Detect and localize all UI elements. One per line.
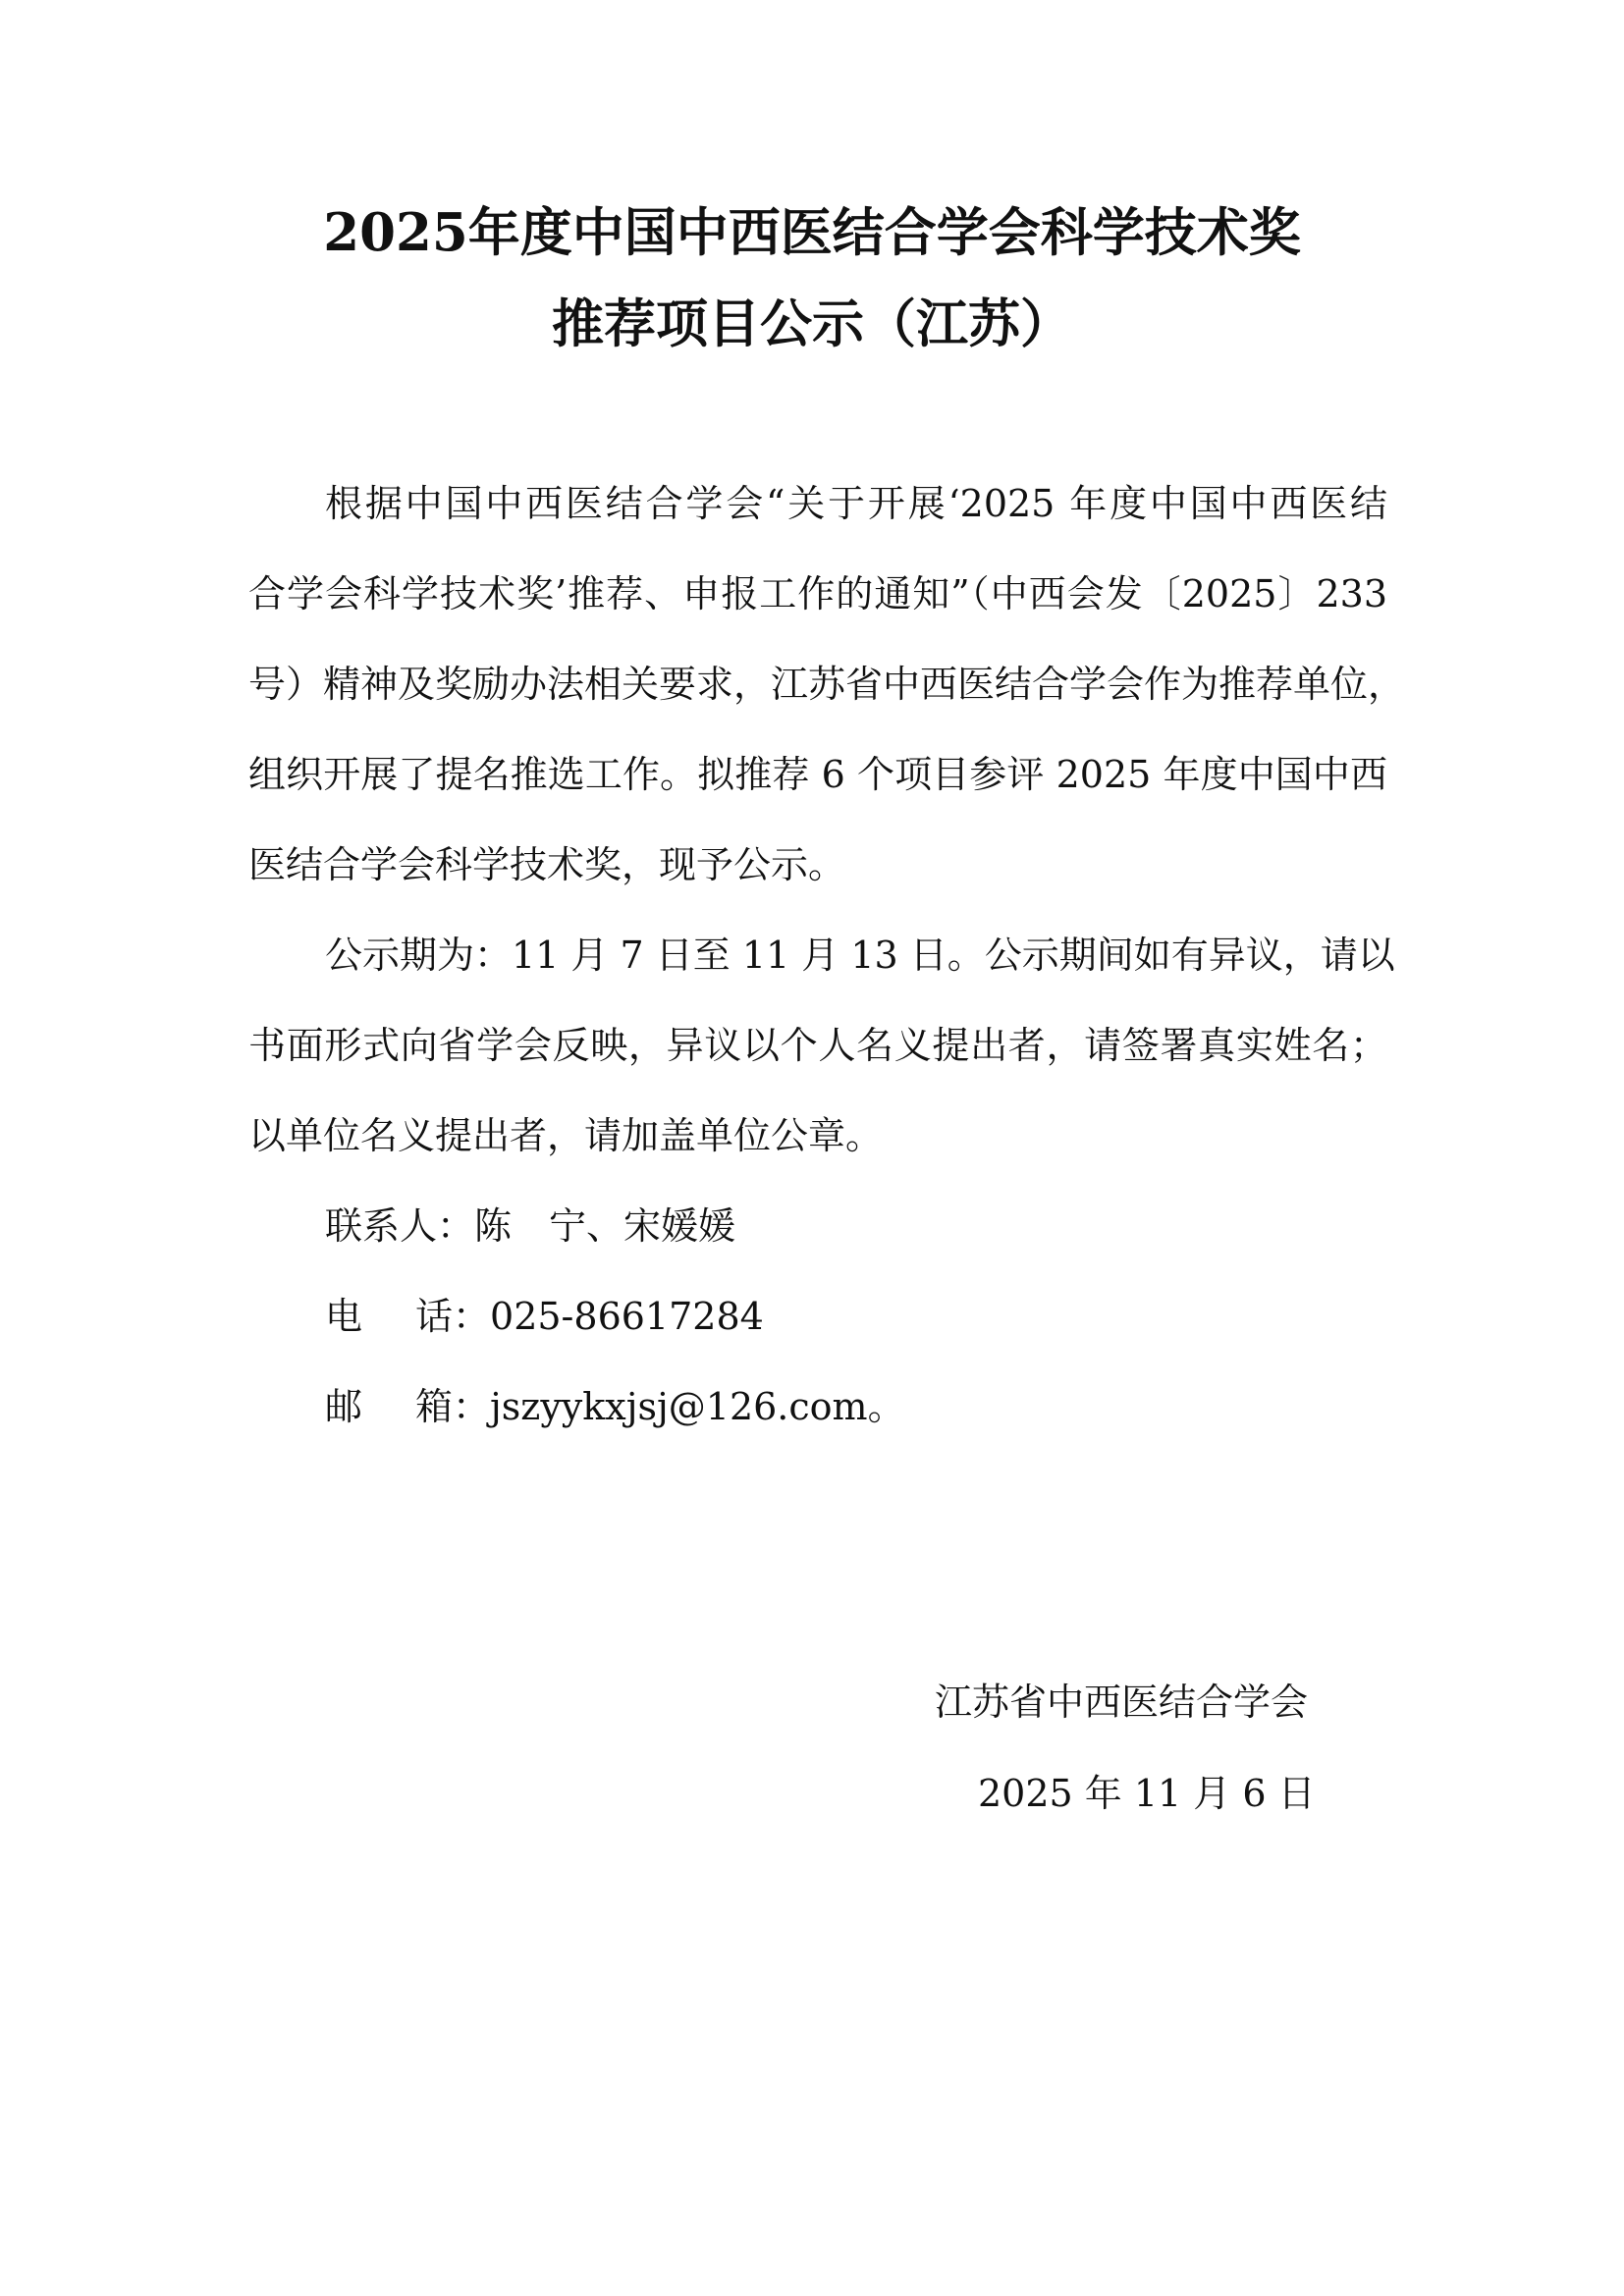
contact-phone-value: 025-86617284 [490, 1295, 764, 1338]
contact-phone-line [325, 1289, 764, 1344]
paragraph-1-line-3: 号）精神及奖励办法相关要求，江苏省中西医结合学会作为推荐单位， [248, 663, 1406, 706]
signature-date: 2025 年 11 月 6 日 [978, 1772, 1316, 1815]
contact-phone-label: 电话 [325, 1295, 453, 1338]
contact-phone-colon: ： [453, 1295, 491, 1338]
contact-person-line [325, 1199, 735, 1254]
contact-person-value: 陈 宁、宋媛媛 [474, 1204, 736, 1248]
contact-email-label: 邮箱 [325, 1385, 453, 1428]
document-title-line-2: 推荐项目公示（江苏） [552, 294, 1072, 354]
paragraph-1-line-1: 根据中国中西医结合学会“关于开展‘2025 年度中国中西医结 [325, 482, 1387, 525]
signature-organization: 江苏省中西医结合学会 [935, 1681, 1309, 1724]
paragraph-2-line-3: 以单位名义提出者，请加盖单位公章。 [248, 1114, 884, 1157]
paragraph-1-line-2: 合学会科学技术奖’推荐、申报工作的通知”（中西会发〔2025〕233 [248, 572, 1387, 615]
paragraph-2-line-2: 书面形式向省学会反映，异议以个人名义提出者，请签署真实姓名； [248, 1024, 1387, 1067]
contact-email-line [325, 1379, 905, 1434]
paragraph-1-line-4: 组织开展了提名推选工作。拟推荐 6 个项目参评 2025 年度中国中西 [248, 753, 1387, 796]
contact-person-label: 联系人： [325, 1204, 475, 1248]
document-title-line-1: 2025年度中国中西医结合学会科学技术奖 [323, 202, 1301, 263]
paragraph-2-line-1: 公示期为：11 月 7 日至 11 月 13 日。公示期间如有异议，请以 [325, 934, 1395, 977]
paragraph-1-line-5: 医结合学会科学技术奖，现予公示。 [248, 843, 846, 886]
contact-email-value: jszyykxjsj@126.com。 [490, 1385, 905, 1428]
contact-email-colon: ： [453, 1385, 491, 1428]
